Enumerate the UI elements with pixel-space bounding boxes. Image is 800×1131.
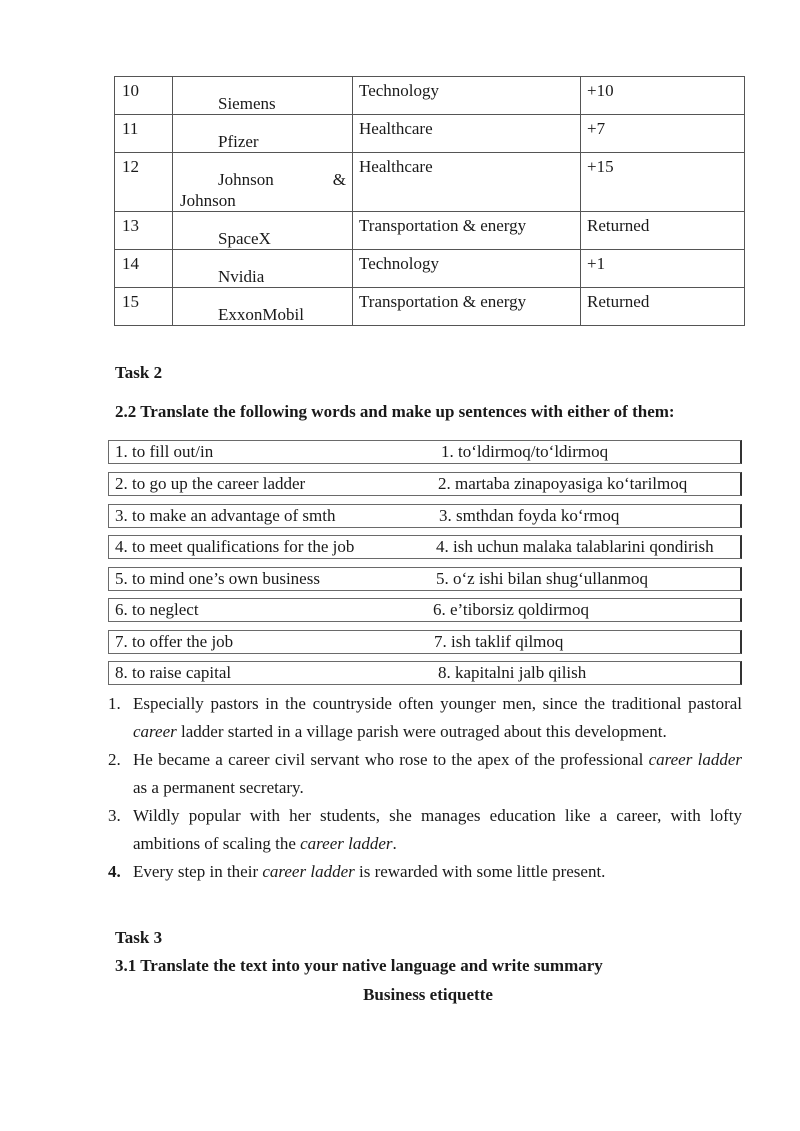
rank-cell: 13 — [115, 212, 173, 250]
task2-instructions: 2.2 Translate the following words and make up sentences with either of them: — [115, 402, 675, 421]
task2-heading: Task 2 — [115, 363, 163, 382]
sector-cell: Healthcare — [353, 115, 581, 153]
company-cell — [173, 153, 353, 212]
vocab-english: 1. to fill out/in — [115, 442, 214, 461]
sentence-item — [108, 858, 742, 886]
vocab-english: 5. to mind one’s own business — [115, 569, 320, 588]
sector-cell: Technology — [353, 77, 581, 115]
vocab-english: 2. to go up the career ladder — [115, 474, 306, 493]
sentence-number: 1. — [108, 694, 121, 713]
sentence-item — [108, 746, 742, 802]
vocab-row — [108, 630, 742, 654]
vocab-row — [108, 598, 742, 622]
task3-heading: Task 3 — [115, 928, 163, 947]
vocab-uzbek: 4. ish uchun malaka talablarini qondirish — [436, 537, 714, 556]
sentence-emphasis: career ladder — [300, 834, 393, 853]
vocab-uzbek: 5. o‘z ishi bilan shug‘ullanmoq — [436, 569, 649, 588]
sentence-emphasis: career — [133, 722, 177, 741]
vocab-row — [108, 472, 742, 496]
vocab-row — [108, 504, 742, 528]
table-row — [115, 77, 745, 115]
vocab-row — [108, 535, 742, 559]
vocab-row — [108, 567, 742, 591]
sentence-number: 3. — [108, 806, 121, 825]
sector-cell: Transportation & energy — [353, 288, 581, 326]
change-cell: Returned — [581, 288, 745, 326]
vocab-uzbek: 8. kapitalni jalb qilish — [438, 663, 587, 682]
table-row — [115, 115, 745, 153]
company-name: ExxonMobil — [218, 305, 304, 324]
sentence-text: Especially pastors in the countryside often younger men, since the traditional pastoral — [133, 694, 742, 713]
company-name-line1 — [180, 169, 346, 190]
companies-table — [114, 76, 745, 326]
vocab-english: 3. to make an advantage of smth — [115, 506, 336, 525]
sentence-item — [108, 802, 742, 858]
sentence-text: as a permanent secretary. — [133, 778, 304, 797]
sentence-item — [108, 690, 742, 746]
table-row — [115, 212, 745, 250]
company-cell — [173, 77, 353, 115]
vocab-english: 8. to raise capital — [115, 663, 232, 682]
sentence-number: 2. — [108, 750, 121, 769]
company-cell — [173, 115, 353, 153]
vocab-uzbek: 2. martaba zinapoyasiga ko‘tarilmoq — [438, 474, 688, 493]
change-cell: +1 — [581, 250, 745, 288]
change-cell: +7 — [581, 115, 745, 153]
sentence-text: Wildly popular with her students, she manages education like a career, with lofty ambitions of scaling the — [133, 806, 742, 853]
vocab-uzbek: 1. to‘ldirmoq/to‘ldirmoq — [441, 442, 609, 461]
company-name: Pfizer — [218, 132, 259, 151]
vocab-english: 6. to neglect — [115, 600, 199, 619]
company-cell — [173, 212, 353, 250]
rank-cell: 10 — [115, 77, 173, 115]
table-row — [115, 288, 745, 326]
sentence-number: 4. — [108, 862, 121, 881]
company-name-part: Johnson — [218, 170, 274, 189]
sentence-emphasis: career ladder — [648, 750, 742, 769]
sentence-text: Every step in their — [133, 862, 263, 881]
change-cell: +15 — [581, 153, 745, 212]
rank-cell: 12 — [115, 153, 173, 212]
company-name: Siemens — [218, 94, 276, 113]
change-cell: Returned — [581, 212, 745, 250]
text-title: Business etiquette — [363, 985, 493, 1004]
sentence-text: ladder started in a village parish were outraged about this development. — [176, 722, 667, 741]
sector-cell: Technology — [353, 250, 581, 288]
company-cell — [173, 250, 353, 288]
rank-cell: 14 — [115, 250, 173, 288]
ampersand: & — [332, 170, 346, 189]
task3-instructions: 3.1 Translate the text into your native language and write summary — [115, 956, 603, 975]
sentence-text: He became a career civil servant who rose to the apex of the professional — [133, 750, 649, 769]
vocab-row — [108, 661, 742, 685]
company-cell — [173, 288, 353, 326]
example-sentences — [108, 690, 742, 886]
company-name: Nvidia — [218, 267, 265, 286]
rank-cell: 15 — [115, 288, 173, 326]
table-row — [115, 250, 745, 288]
sector-cell: Transportation & energy — [353, 212, 581, 250]
vocab-english: 7. to offer the job — [115, 632, 234, 651]
sentence-text: is rewarded with some little present. — [354, 862, 606, 881]
company-name-line2: Johnson — [180, 191, 236, 210]
vocab-uzbek: 7. ish taklif qilmoq — [434, 632, 564, 651]
vocab-uzbek: 6. e’tiborsiz qoldirmoq — [433, 600, 589, 619]
change-cell: +10 — [581, 77, 745, 115]
sentence-emphasis: career ladder — [262, 862, 355, 881]
sentence-text: . — [392, 834, 397, 853]
rank-cell: 11 — [115, 115, 173, 153]
vocab-uzbek: 3. smthdan foyda ko‘rmoq — [439, 506, 620, 525]
vocab-english: 4. to meet qualifications for the job — [115, 537, 355, 556]
vocab-row — [108, 440, 742, 464]
sector-cell: Healthcare — [353, 153, 581, 212]
company-name: SpaceX — [218, 229, 271, 248]
table-row — [115, 153, 745, 212]
